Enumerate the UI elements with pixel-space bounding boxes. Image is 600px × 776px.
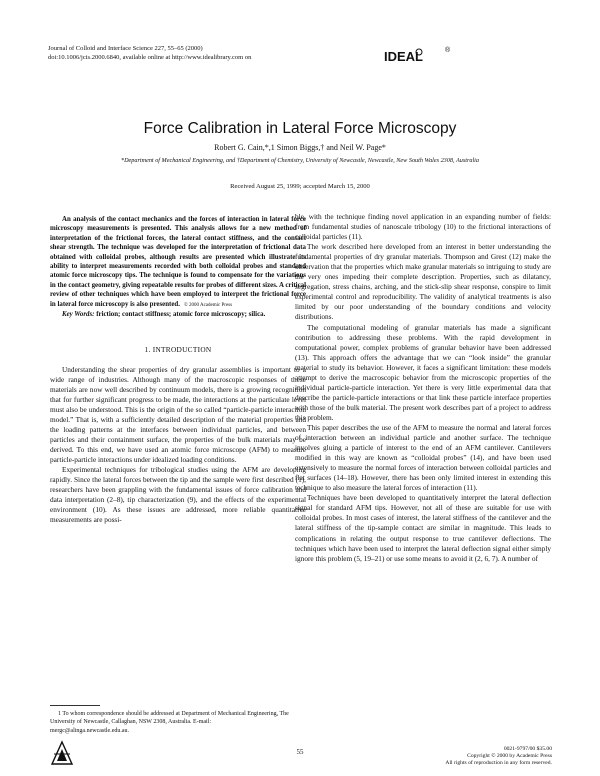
abstract-copyright: © 2000 Academic Press bbox=[183, 302, 233, 308]
received-dates: Received August 25, 1999; accepted March 15, 2000 bbox=[230, 183, 370, 190]
intro-paragraph: Experimental techniques for tribological studies using the AFM are developing rapidly. Since the lateral forces between the tip and the sample were first described (1), researchers have been grappling with the fundamental issues of force calibration and data interpretation (2–8), tip characterization (9), and the effects of the experimental environment (10). As these issues are addressed, more reliable quantitative measurements are possi- bbox=[50, 464, 306, 525]
ideal-registered-mark: ® bbox=[445, 47, 451, 54]
author-affiliations: *Department of Mechanical Engineering, and †Department of Chemistry, University of Newcastle, Newcastle, New South Wales 2308, Australia bbox=[121, 157, 479, 164]
doi-line: doi:10.1006/jcis.2000.6840, available online at http://www.idealibrary.com on bbox=[48, 54, 252, 61]
abstract bbox=[50, 215, 306, 310]
copyright-line: Copyright © 2000 by Academic Press bbox=[467, 753, 552, 760]
footnote-divider bbox=[50, 705, 100, 706]
rights-line: All rights of reproduction in any form reserved. bbox=[445, 760, 552, 767]
ideal-logo[interactable] bbox=[384, 44, 454, 68]
page-number: 55 bbox=[296, 748, 304, 756]
issn-price: 0021-9797/00 $35.00 bbox=[503, 746, 552, 752]
body-paragraph: This paper describes the use of the AFM to measure the normal and lateral forces of interaction between an individual particle and another surface. The technique involves gluing a particle of interest to the end of an AFM cantilever. Cantilevers modified in this way are known as “colloidal probes” (14), and have been used extensively to measure the normal forces of interaction between colloidal particles and flat surfaces (14–18). However, there has been only limited interest in extending this technique to also measure the lateral forces of interaction (11). bbox=[295, 422, 551, 493]
abstract-text: An analysis of the contact mechanics and the forces of interaction in lateral force microscopy measurements is presented. This analysis allows for a new method of interpretation of the frictional forces, the lateral contact stiffness, and the contact shear strength. The technique was developed for the interpretation of frictional data obtained with colloidal probes, although results are presented which illustrate its ability to interpret measurements recorded with both colloidal probes and standard atomic force microscopy tips. The technique is found to compensate for the variations in the contact geometry, giving repeatable results for probes of different sizes. A critical review of other techniques which have been employed to interpret the frictional force in lateral force microscopy is also presented. bbox=[50, 216, 306, 308]
copyright-block bbox=[430, 746, 552, 768]
ideal-logo-mark bbox=[384, 44, 454, 68]
right-column bbox=[295, 212, 551, 564]
intro-paragraph: Understanding the shear properties of dry granular assemblies is important to a wide range of industries. Although many of the macroscopic responses of these materials are now well described by continuum models, there is a growing recognition that for further significant progress to be made, the interactions at the particulate level must also be understood. This is the origin of the so called “particle-particle interaction model.” That is, with a sufficiently detailed description of the material properties and the loading patterns at the interfaces between individual particles, and between particles and their containment surface, the properties of the bulk materials may be derived. To this end, we have used an atomic force microscope (AFM) to measure particle-particle interactions under idealized loading conditions. bbox=[50, 364, 306, 464]
body-paragraph: Techniques have been developed to quantitatively interpret the lateral deflection signal for standard AFM tips. However, not all of these are suitable for use with colloidal probes. In most cases of interest, the lateral stiffness of the cantilever and the lateral stiffness of the tip-sample contact are similar in magnitude. This leads to complications in relating the output response to true cantilever deflections. The techniques which have been used to interpret the lateral deflection signal either simply ignore this problem (5, 19–21) or use some means to avoid it (2, 6, 7). A number of bbox=[295, 493, 551, 563]
ideal-logo-text: IDEAL bbox=[384, 49, 423, 64]
keywords-label: Key Words: bbox=[62, 311, 95, 319]
body-paragraph: The work described here developed from an interest in better understanding the fundamental properties of dry granular materials. Thompson and Grest (12) make the observation that the properties which make granular materials so intriguing to study are the very ones impeding their complete description. Properties, such as dilatancy, segregation, stress chains, arching, and the stick-slip shear response, conspire to limit experimental control and reproducibility. The validity of analytical treatments is also limited by our poor understanding of the boundary conditions and velocity distributions. bbox=[295, 242, 551, 322]
correspondence-footnote: 1 To whom correspondence should be addressed at Department of Mechanical Engineering, The University of Newcastle, Callaghan, NSW 2308, Australia. E-mail: mergc@alinga.newcastle.edu.au. bbox=[50, 711, 289, 734]
author-list: Robert G. Cain,*,1 Simon Biggs,† and Neil W. Page* bbox=[214, 143, 386, 152]
section-heading-introduction: 1. INTRODUCTION bbox=[144, 345, 212, 355]
left-column bbox=[50, 215, 306, 525]
body-paragraph: The computational modeling of granular materials has made a significant contribution to addressing these problems. With the rapid development in computational power, complex problems of granular behavior have been addressed (13). This approach offers the advantage that we can “look inside” the granular material to study its behavior. However, it faces a significant limitation: these models attempt to derive the macroscopic behavior from the microscopic properties of the individual particle-particle interaction. Yet there is very little experimental data that describe the particle-particle interactions or that link these particle interface properties with those of the bulk material. The present work describes part of a project to address this problem. bbox=[295, 322, 551, 422]
journal-header bbox=[48, 44, 348, 62]
body-paragraph: ble, with the technique finding novel application in an expanding number of fields: from fundamental studies of nanoscale tribology (10) to the frictional interactions of colloidal particles (11). bbox=[295, 212, 551, 242]
keywords bbox=[50, 310, 306, 319]
article-title: Force Calibration in Lateral Force Microscopy bbox=[143, 120, 457, 137]
journal-citation: Journal of Colloid and Interface Science 227, 55–65 (2000) bbox=[48, 45, 203, 52]
keywords-text: friction; contact stiffness; atomic force microscopy; silica. bbox=[96, 311, 266, 319]
